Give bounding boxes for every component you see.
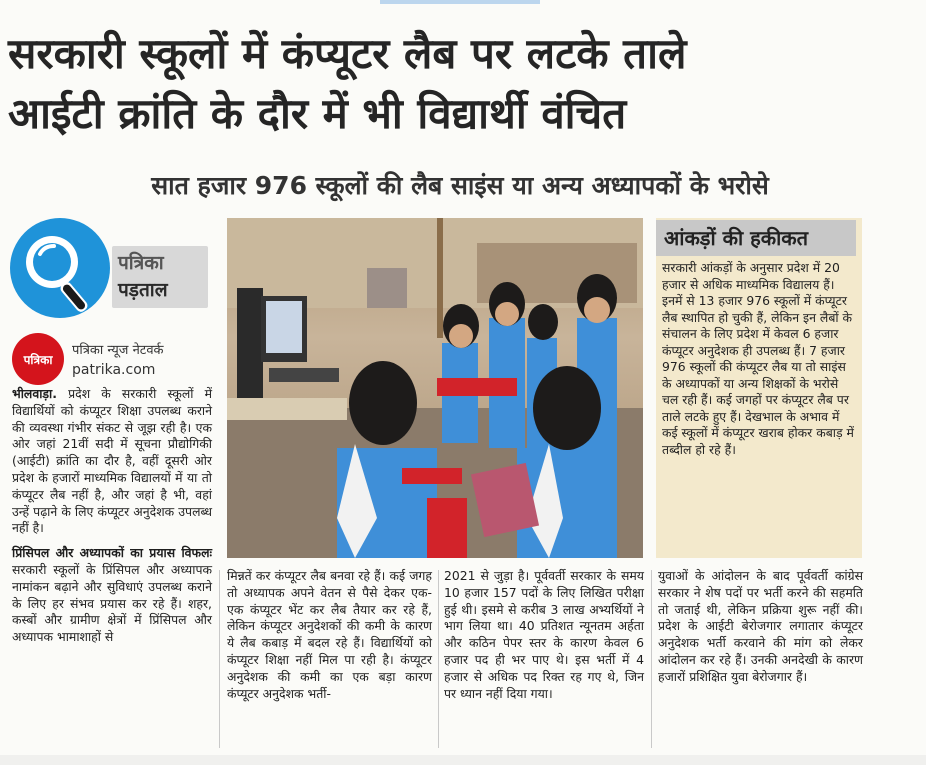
column-4-text: युवाओं के आंदोलन के बाद पूर्ववर्ती कांग्रेस सरकार ने शेष पदों पर भर्ती करने की सहमति तो जताई थी, लेकिन प्रक्रिया शुरू नहीं की। प्रदेश के आईटी बेरोजगार लगातार कंप्यूटर अनुदेशक भर्ती करवाने की मांग को लेकर आंदोलन कर रहे हैं। उनकी अनदेखी के कारण हजारों प्रशिक्षित युवा बेरोजगार हैं। [658, 568, 863, 684]
magnifier-icon [10, 218, 110, 318]
byline-url: patrika.com [72, 362, 156, 378]
article-column-3 [444, 568, 644, 702]
column-divider [651, 570, 652, 748]
headline-line-1: सरकारी स्कूलों में कंप्यूटर लैब पर लटके ताले [8, 29, 687, 78]
headline-line-2: आईटी क्रांति के दौर में भी विद्यार्थी वंचित [8, 89, 627, 138]
subheadline: सात हजार 976 स्कूलों की लैब साइंस या अन्य अध्यापकों के भरोसे [151, 171, 769, 200]
column-divider [219, 570, 220, 748]
column-3-text: 2021 से जुड़ा है। पूर्ववर्ती सरकार के समय 10 हजार 157 पदों के लिए लिखित परीक्षा हुई थी। इसमे से करीब 3 लाख अभ्यर्थियों ने भाग लिया था। 40 प्रतिशत न्यूनतम अर्हता और कठिन पेपर स्तर के कारण केवल 6 हजार पद ही भर पाए थे। इस भर्ती में 4 हजार से अधिक पद रिक्त रह गए थे, जिन पर ध्यान नहीं दिया गया। [444, 568, 644, 701]
dateline: भीलवाड़ा. [12, 386, 57, 401]
facts-box-text: सरकारी आंकड़ों के अनुसार प्रदेश में 20 हजार से अधिक माध्यमिक विद्यालय हैं। इनमें से 13 हजार 976 स्कूलों में कंप्यूटर लैब स्थापित हो चुकी हैं, लेकिन इन लैबों के संचालन के लिए प्रदेश में केवल 6 हजार कंप्यूटर अनुदेशक ही उपलब्ध हैं। 7 हजार 976 स्कूलों की कंप्यूटर लैब या तो साइंस के अध्यापकों या अन्य शिक्षकों के भरोसे चल रही हैं। कई जगहों पर कंप्यूटर लैब पर ताले लटके हुए हैं। देखभाल के अभाव में कई स्कूलों में कंप्यूटर खराब होकर कबाड़ में तब्दील हो रहे हैं। [662, 260, 854, 457]
logo-label-patrika: पत्रिका [118, 252, 164, 274]
byline-network: पत्रिका न्यूज नेटवर्क [72, 343, 164, 358]
logo-label-padtal: पड़ताल [118, 279, 168, 301]
column-divider [438, 570, 439, 748]
patrika-badge-icon [12, 333, 64, 385]
column-1-para-1: प्रदेश के सरकारी स्कूलों में विद्यार्थियों को कंप्यूटर शिक्षा उपलब्ध कराने की व्यवस्था गंभीर संकट से जूझ रही है। एक ओर जहां 21वीं सदी में सूचना प्रौद्योगिकी (आईटी) क्रांति का दौर है, वहीं दूसरी ओर प्रदेश के हजारों माध्यमिक विद्यालयों में या तो कंप्यूटर लैब नहीं है, और जहां है भी, वहां उन्हें पढ़ाने के लिए कंप्यूटर अनुदेशक उपलब्ध नहीं है। [12, 386, 212, 536]
classroom-photo [227, 218, 643, 558]
badge-text: पत्रिका [23, 352, 53, 367]
page-bottom-edge [0, 755, 926, 765]
facts-box-title: आंकड़ों की हकीकत [656, 220, 856, 256]
article-column-1 [12, 386, 212, 646]
column-1-subhead: प्रिंसिपल और अध्यापकों का प्रयास विफलः [12, 545, 212, 561]
article-column-4 [658, 568, 863, 686]
column-1-para-2: सरकारी स्कूलों के प्रिंसिपल और अध्यापक नामांकन बढ़ाने और सुविधाएं उपलब्ध कराने के लिए हर संभव प्रयास कर रहे हैं। शहर, कस्बों और ग्रामीण क्षेत्रों में प्रिंसिपल और अध्यापक भामाशाहों से [12, 561, 212, 645]
article-column-2 [227, 568, 432, 702]
column-2-text: मिन्नतें कर कंप्यूटर लैब बनवा रहे हैं। कई जगह तो अध्यापक अपने वेतन से पैसे देकर एक-एक कंप्यूटर भेंट कर लैब तैयार कर रहे हैं, लेकिन कंप्यूटर अनुदेशकों की कमी के कारण ये लैब कबाड़ में बदल रहे हैं। विद्यार्थियों को कंप्यूटर शिक्षा नहीं मिल पा रही है। कंप्यूटर अनुदेशक की कमी का एक बड़ा कारण कंप्यूटर अनुदेशक भर्ती- [227, 568, 432, 701]
top-accent-bar [380, 0, 540, 4]
